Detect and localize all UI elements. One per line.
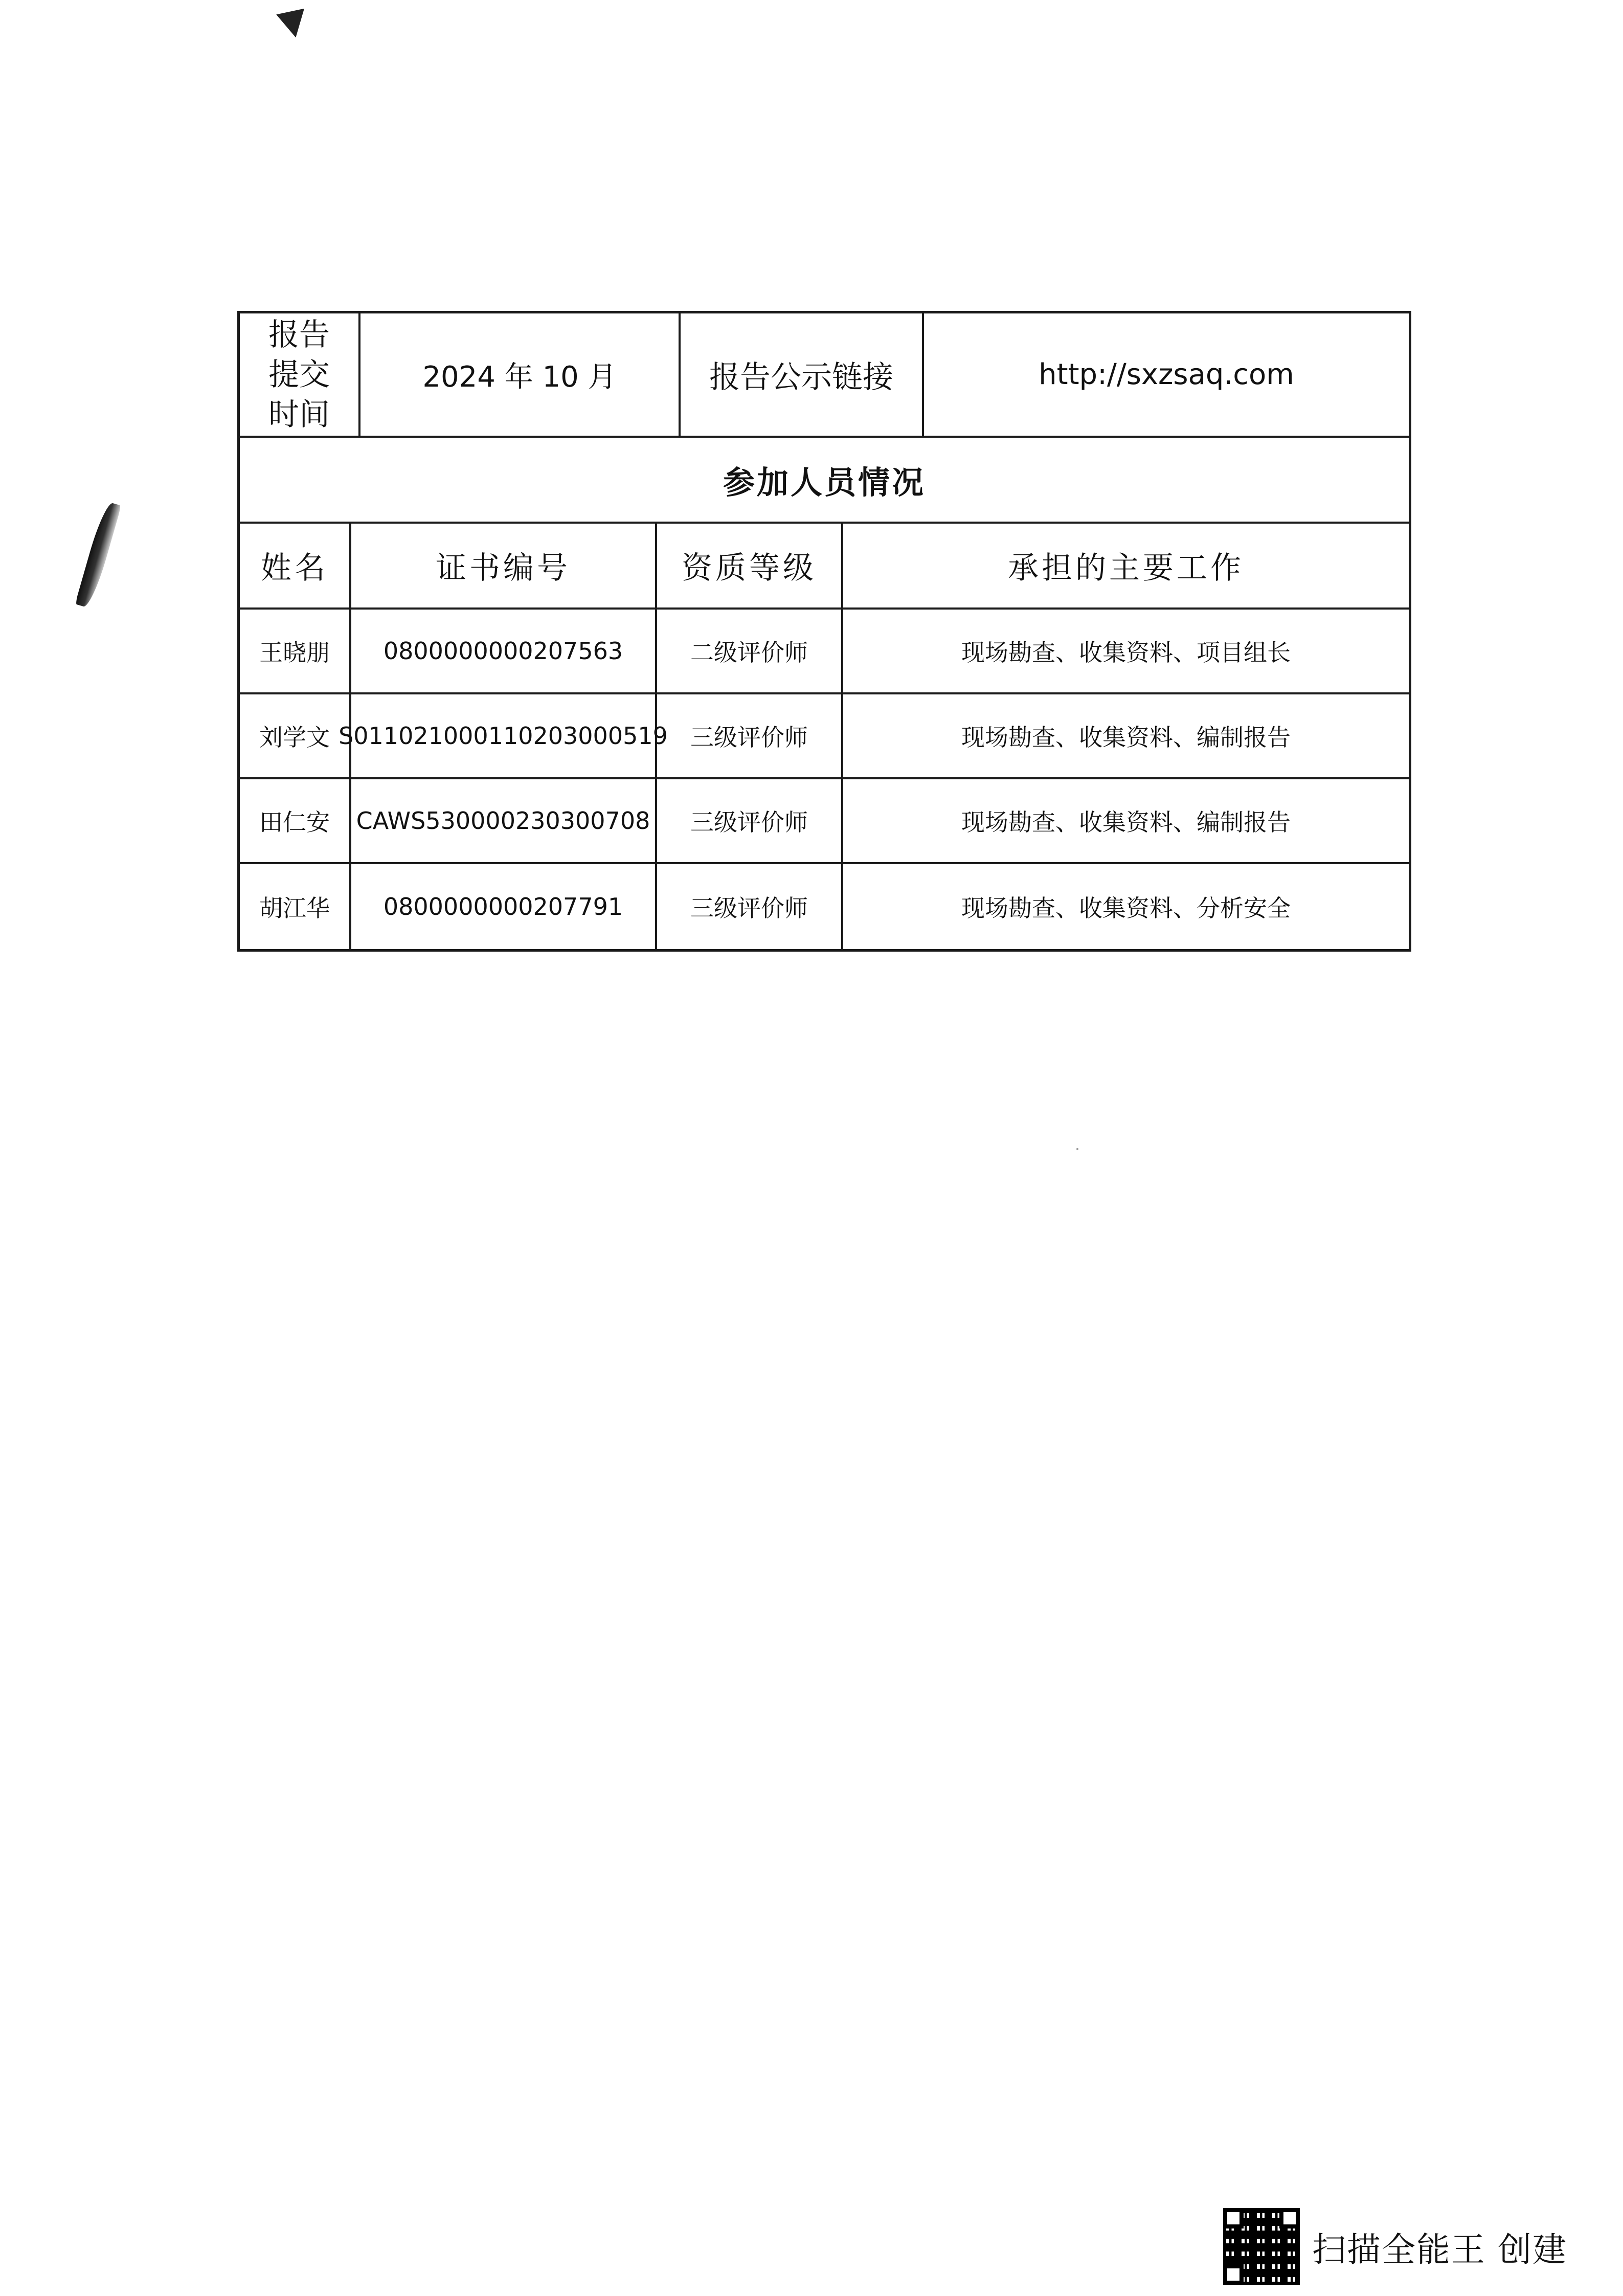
watermark-text: 扫描全能王 创建 [1312,2230,1567,2269]
table-header [240,524,1409,610]
link-label: 报告公示链接 [681,313,924,436]
personnel-table [237,311,1411,952]
column-header-cert: 证书编号 [351,524,657,607]
table-row [240,610,1409,694]
submit-time-label [240,313,360,436]
main-work: 现场勘查、收集资料、分析安全 [961,894,1291,922]
scanner-watermark [1223,2208,1567,2285]
info-row [240,313,1409,438]
table-row [240,864,1409,949]
person-name: 刘学文 [240,694,351,777]
qualification-level: 三级评价师 [657,864,843,949]
person-name: 田仁安 [240,779,351,862]
main-work: 现场勘查、收集资料、编制报告 [961,808,1291,836]
submit-time-label-line: 时间 [268,396,330,433]
qualification-level: 二级评价师 [657,610,843,692]
qualification-level: 三级评价师 [657,779,843,862]
person-name: 王晓朋 [240,610,351,692]
report-link[interactable]: http://sxzsaq.com [1039,358,1294,391]
scan-dust [1076,1148,1078,1150]
section-row [240,438,1409,524]
submit-time-label-line: 提交 [268,356,330,393]
main-work: 现场勘查、收集资料、项目组长 [961,639,1291,666]
qr-code-icon [1223,2208,1300,2285]
scan-artifact-left [75,501,122,609]
submit-date: 2024 年 10 月 [360,313,681,436]
cert-number: CAWS530000230300708 [351,779,657,862]
section-title: 参加人员情况 [723,463,926,501]
scan-artifact-top [276,9,310,41]
cert-number: 0800000000207791 [351,864,657,949]
cert-number: 0800000000207563 [351,610,657,692]
column-header-work: 承担的主要工作 [1008,550,1244,586]
qualification-level: 三级评价师 [657,694,843,777]
submit-time-label-line: 报告 [268,317,330,353]
qr-finder-pattern [1223,2264,1244,2285]
table-row [240,694,1409,779]
main-work: 现场勘查、收集资料、编制报告 [961,724,1291,751]
column-header-name: 姓名 [240,524,351,607]
table-row [240,779,1409,864]
person-name: 胡江华 [240,864,351,949]
cert-number: S011021000110203000519 [351,694,657,777]
column-header-level: 资质等级 [657,524,843,607]
